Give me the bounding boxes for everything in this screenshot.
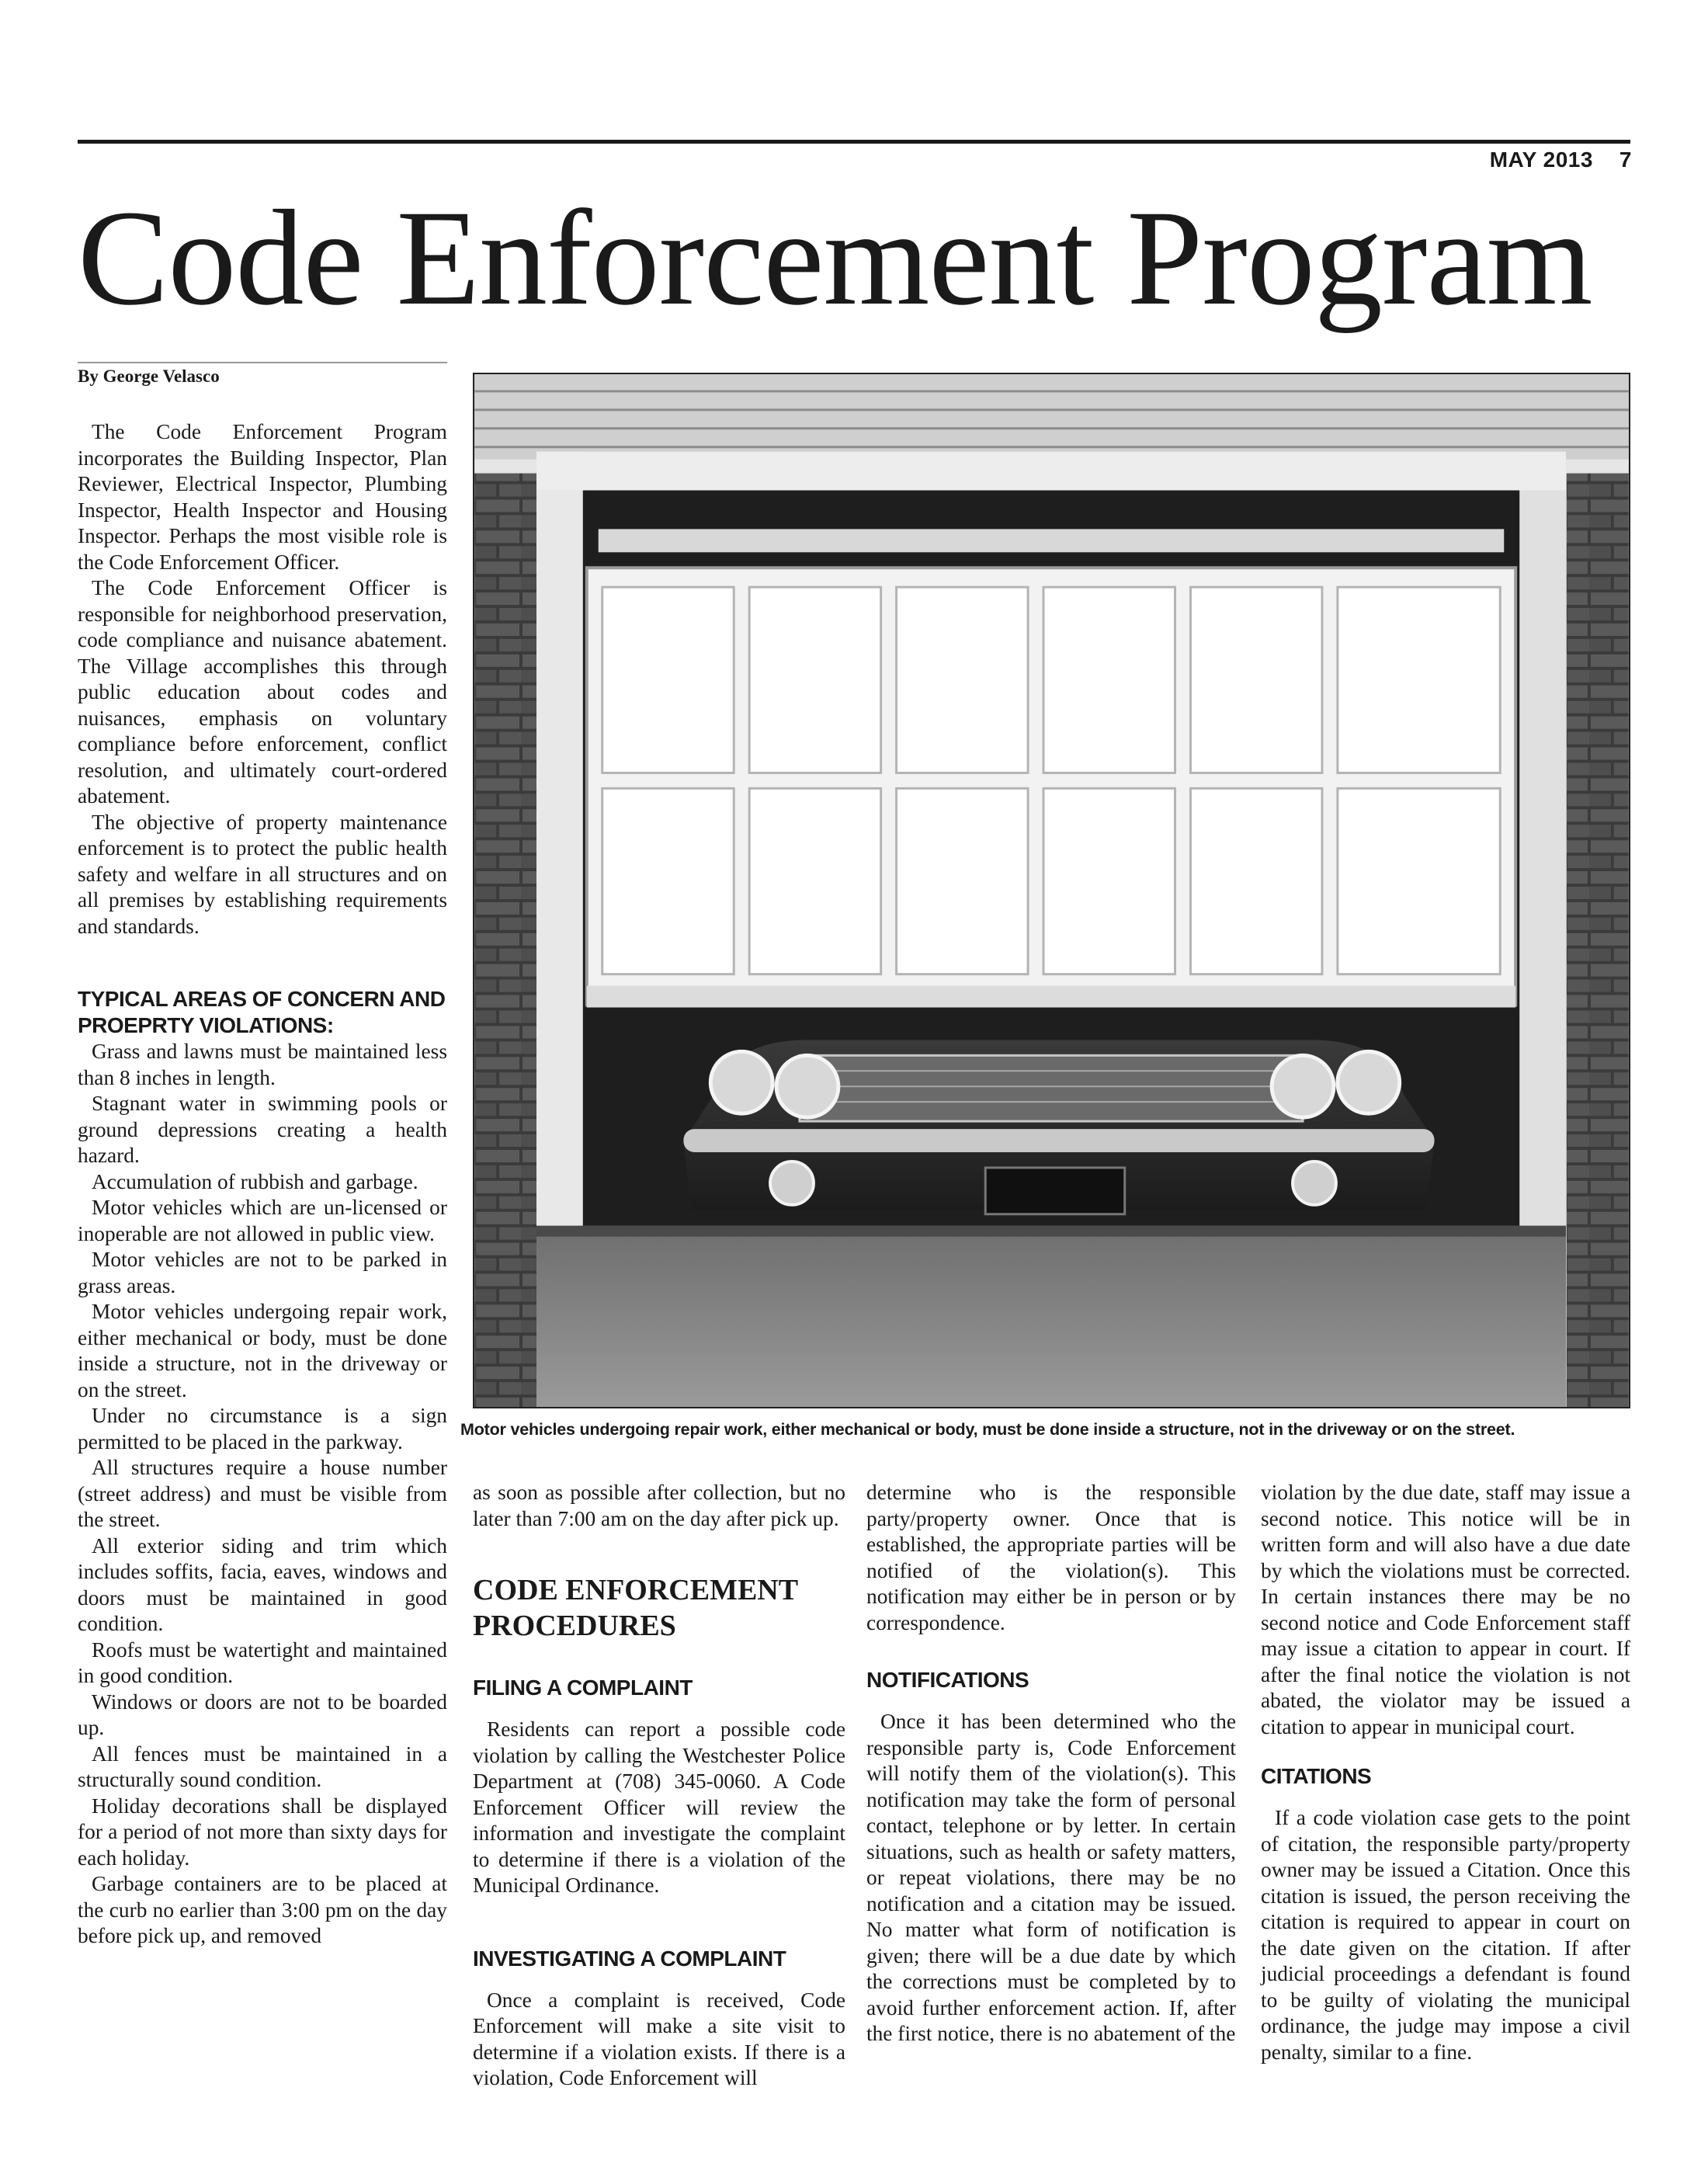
concern-item: Windows or doors are not to be boarded up.	[78, 1690, 447, 1739]
concern-item: Holiday decorations shall be displayed for a period of not more than sixty days for each holiday.	[78, 1794, 447, 1870]
intro-paragraph: The objective of property maintenance enforcement is to protect the public health safety and welfare in all structures and on all premises by establishing requirements and standards.	[78, 810, 447, 938]
concern-item: Motor vehicles undergoing repair work, either mechanical or body, must be done inside a structure, not in the driveway or on the street.	[78, 1300, 447, 1401]
concern-item: Motor vehicles are not to be parked in grass areas.	[78, 1248, 447, 1297]
intro-paragraph: The Code Enforcement Officer is responsible for neighborhood preservation, code compliance and nuisance abatement. The Village accomplishes this through public education about codes and nuisances, emphasis on voluntary compliance before enforcement, conflict resolution, and ultimately court-ordered abatement.	[78, 576, 447, 807]
byline: By George Velasco	[78, 366, 220, 386]
byline-rule	[78, 362, 447, 363]
subheading-filing: FILING A COMPLAINT	[473, 1676, 693, 1700]
section-heading-concerns: TYPICAL AREAS OF CONCERN AND PROEPRTY VIOLATIONS:	[78, 987, 446, 1037]
article-title: Code Enforcement Program	[78, 182, 1592, 334]
concern-item: Under no circumstance is a sign permitted to be placed in the parkway.	[78, 1404, 447, 1453]
column-2	[473, 1480, 845, 2092]
investigating-paragraph: Once a complaint is received, Code Enforcement will make a site visit to determine if a violation exists. If there is a violation, Code Enforcement will	[473, 1988, 845, 2089]
concern-item: Stagnant water in swimming pools or ground depressions creating a health hazard.	[78, 1092, 447, 1167]
subheading-notifications: NOTIFICATIONS	[866, 1668, 1029, 1692]
page-header	[1490, 148, 1632, 172]
concern-item: All exterior siding and trim which includes soffits, facia, eaves, windows and doors must be maintained in good condition.	[78, 1533, 447, 1635]
issue-date: MAY 2013	[1489, 148, 1593, 172]
citations-paragraph: If a code violation case gets to the point of citation, the responsible party/property owner may be issued a Citation. Once this citation is issued, the person receiving the citation is required to appear in court on the date given on the citation. If after judicial proceedings a defendant is found to be guilty of violating the municipal ordinance, the judge may impose a civil penalty, similar to a fine.	[1261, 1806, 1630, 2064]
concern-item: Grass and lawns must be maintained less than 8 inches in length.	[78, 1040, 447, 1089]
photo-caption: Motor vehicles undergoing repair work, either mechanical or body, must be done inside a structure, not in the driveway or on the street.	[460, 1420, 1515, 1439]
column-1	[78, 419, 447, 1950]
concern-item: All fences must be maintained in a structurally sound condition.	[78, 1742, 447, 1791]
intro-paragraph: The Code Enforcement Program incorporates the Building Inspector, Plan Reviewer, Electrical Inspector, Plumbing Inspector, Health Inspector and Housing Inspector. Perhaps the most visible role is the Code Enforcement Officer.	[78, 420, 447, 574]
notifications-paragraph: Once it has been determined who the responsible party is, Code Enforcement will notify them of the violation(s). This notification may take the form of personal contact, telephone or by letter. In certain situations, such as health or safety matters, or repeat violations, there may be no notification and a citation may be issued. No matter what form of notification is given; there will be a due date by which the corrections must be completed by to avoid further enforcement action. If, after the first notice, there is no abatement of the	[866, 1710, 1236, 2045]
concern-item: Motor vehicles which are un-licensed or inoperable are not allowed in public view.	[78, 1196, 447, 1245]
concern-item: Roofs must be watertight and maintained in good condition.	[78, 1637, 447, 1687]
concern-item: Garbage containers are to be placed at the curb no earlier than 3:00 pm on the day before pick up, and removed	[78, 1872, 447, 1947]
column-3	[866, 1480, 1236, 2047]
header-rule	[78, 140, 1630, 144]
filing-paragraph: Residents can report a possible code violation by calling the Westchester Police Department at (708) 345-0060. A Code Enforcement Officer will review the information and investigate the complaint to determine if there is a violation of the Municipal Ordinance.	[473, 1717, 845, 1897]
subheading-citations: CITATIONS	[1261, 1764, 1372, 1788]
garage-car-illustration	[474, 374, 1629, 1407]
column-4	[1261, 1480, 1630, 2065]
page-number: 7	[1619, 148, 1632, 172]
investigating-continued: determine who is the responsible party/property owner. Once that is established, the appropriate parties will be notified of the violation(s). This notification may either be in person or by correspondence.	[866, 1481, 1236, 1634]
concern-item: All structures require a house number (street address) and must be visible from the street.	[78, 1456, 447, 1531]
concern-item: Accumulation of rubbish and garbage.	[92, 1169, 418, 1193]
subheading-investigating: INVESTIGATING A COMPLAINT	[473, 1946, 786, 1971]
concern-continued: as soon as possible after collection, but no later than 7:00 am on the day after pick up.	[473, 1481, 845, 1530]
section-heading-procedures: CODE ENFORCEMENT PROCEDURES	[473, 1574, 798, 1642]
garage-car-photo	[473, 373, 1630, 1408]
notifications-continued: violation by the due date, staff may issue a second notice. This notice will be in written form and will also have a due date by which the violations must be corrected. In certain instances there may be no second notice and Code Enforcement staff may issue a citation to appear in court. If after the final notice the violation is not abated, the violator may be issued a citation to appear in municipal court.	[1261, 1481, 1630, 1738]
